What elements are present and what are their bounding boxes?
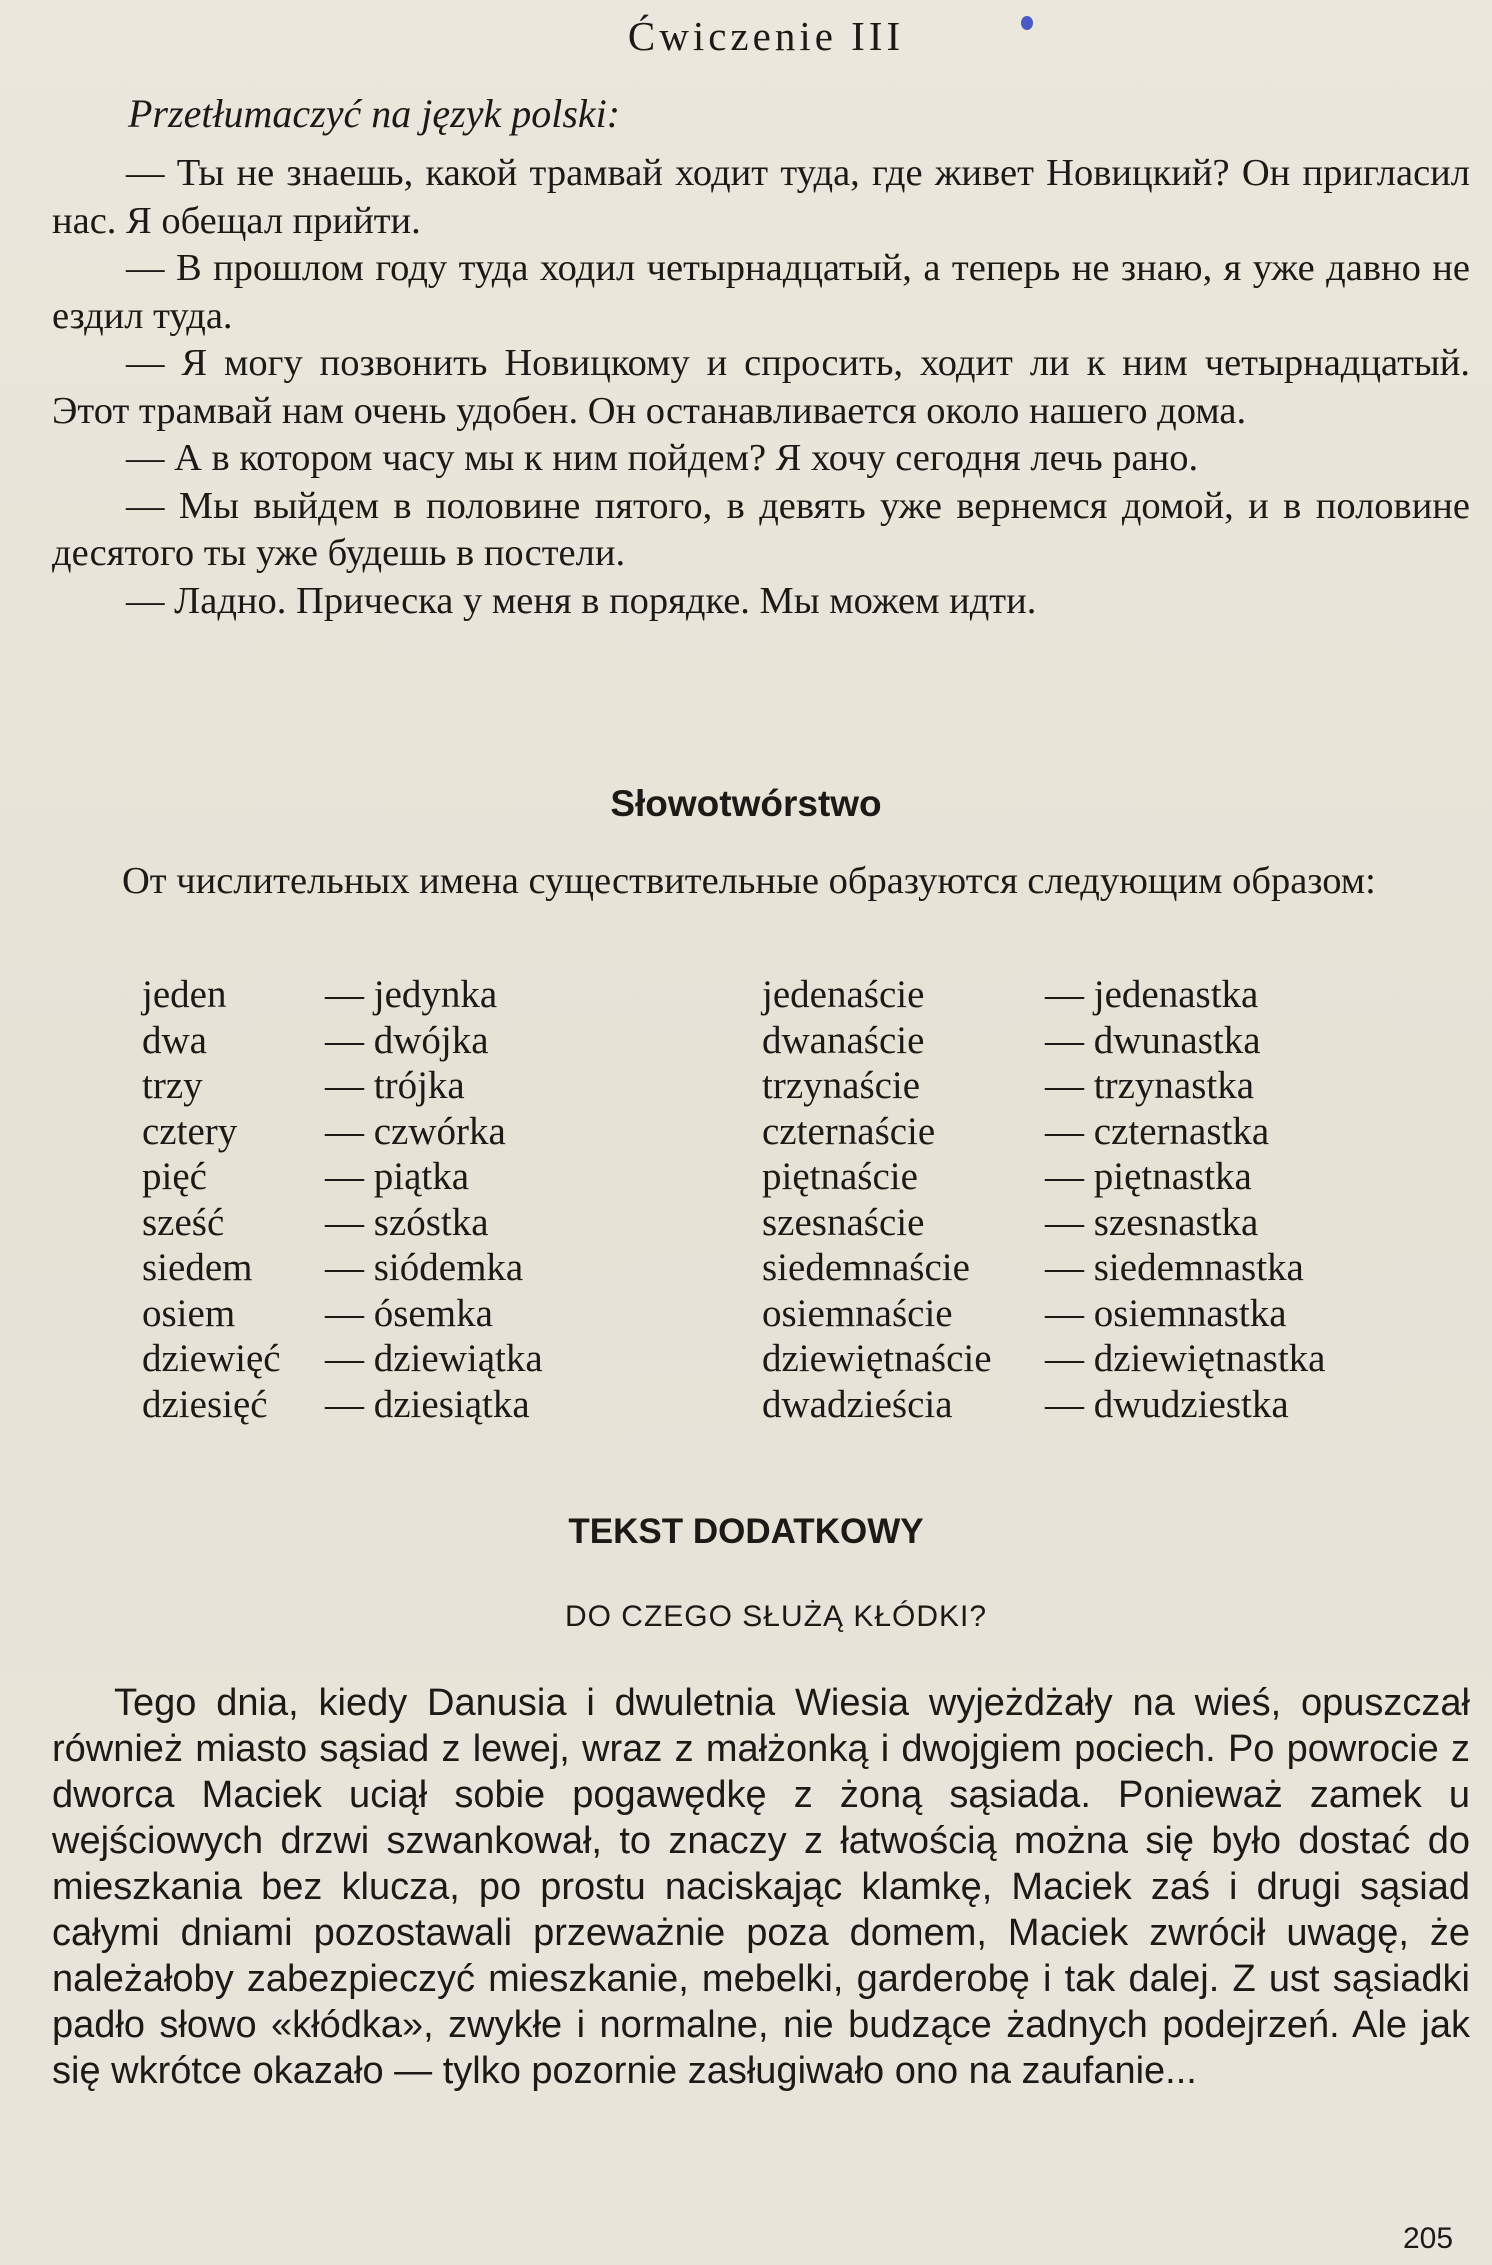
numeral-noun: — dwudziestka: [1045, 1382, 1289, 1426]
table-row: [142, 1154, 1442, 1200]
numeral-noun: — piętnastka: [1045, 1155, 1252, 1198]
numeral-noun: — piątka: [325, 1155, 470, 1198]
numeral: szesnaście: [762, 1200, 925, 1244]
numeral-noun: — dziewiętnastka: [1045, 1337, 1326, 1380]
table-row: [142, 1200, 1442, 1246]
numeral: czternaście: [762, 1109, 936, 1153]
numeral-noun: — siedemnastka: [1045, 1246, 1304, 1289]
numeral: dziewiętnaście: [762, 1337, 992, 1380]
table-row: [142, 1291, 1442, 1337]
numeral: pięć: [142, 1155, 207, 1198]
numeral-noun: — dziewiątka: [325, 1337, 543, 1380]
table-row: [142, 1245, 1442, 1291]
dialogue-line: — В прошлом году туда ходил четырнадцатый, а теперь не знаю, я уже давно не ездил туда.: [52, 247, 1470, 337]
numeral-noun: — trzynastka: [1045, 1064, 1255, 1107]
numeral: siedemnaście: [762, 1246, 970, 1289]
page-number: 205: [1403, 2222, 1454, 2255]
numeral-noun: — trójka: [325, 1064, 465, 1107]
exercise-instruction: Przetłumaczyć na język polski:: [128, 91, 621, 136]
dialogue-line: — А в котором часу мы к ним пойдем? Я хочу сегодня лечь рано.: [126, 437, 1199, 479]
dialogue-line: — Мы выйдем в половине пятого, в девять уже вернемся домой, и в половине десятого ты уже будешь в постели.: [52, 484, 1470, 574]
numeral: trzy: [142, 1064, 203, 1107]
table-row: [142, 1382, 1442, 1428]
numeral-noun: — dwójka: [325, 1018, 489, 1062]
exercise-heading: Ćwiczenie III: [627, 13, 905, 59]
numeral: jedenaście: [762, 973, 925, 1016]
table-row: [142, 1018, 1442, 1064]
numeral: dziewięć: [142, 1337, 281, 1380]
numeral: dwa: [142, 1018, 207, 1062]
numeral-noun: — szóstka: [325, 1200, 489, 1244]
numeral: dwadzieścia: [762, 1382, 953, 1426]
table-row: [142, 1109, 1442, 1155]
numeral-noun: — czwórka: [325, 1109, 506, 1153]
table-row: [142, 1063, 1442, 1109]
numeral: dwanaście: [762, 1018, 925, 1062]
table-row: [142, 1336, 1442, 1382]
numeral: cztery: [142, 1109, 238, 1153]
numeral-noun: — czternastka: [1045, 1109, 1270, 1153]
dialogue-line: — Ладно. Прическа у меня в порядке. Мы можем идти.: [126, 579, 1037, 622]
story-body: Tego dnia, kiedy Danusia i dwuletnia Wiesia wyjeżdżały na wieś, opuszczał również miasto sąsiad z lewej, wraz z małżonką i dwojgiem pociech. Po powrocie z dworca Maciek uciął sobie pogawędkę z żoną sąsiada. Ponieważ zamek u wejściowych drzwi szwankował, to znaczy z łatwością można się było dostać do mieszkania bez klucza, po prostu naciskając klamkę, Maciek zaś i drugi sąsiad całymi dniami pozostawali przeważnie poza domem, Maciek zwrócił uwagę, że należałoby zabezpieczyć mieszkanie, mebelki, garderobę i tak dalej. Z ust sąsiadki padło słowo «kłódka», zwykłe i normalne, nie budzące żadnych podejrzeń. Ale jak się wkrótce okazało — tylko pozornie zasługiwało ono na zaufanie...: [52, 1682, 1470, 2092]
numeral: trzynaście: [762, 1064, 921, 1107]
numeral: osiem: [142, 1291, 236, 1335]
dialogue-line: — Я могу позвонить Новицкому и спросить, ходит ли к ним четырнадцатый. Этот трамвай нам очень удобен. Он останавливается около нашего дома.: [52, 342, 1470, 432]
word-formation-title: Słowotwórstwo: [610, 783, 882, 824]
numeral-noun: — dwunastka: [1045, 1018, 1261, 1062]
word-formation-intro: От числительных имена существительные образуются следующим образом:: [122, 860, 1376, 902]
numeral: dziesięć: [142, 1382, 268, 1426]
story-title: DO CZEGO SŁUŻĄ KŁÓDKI?: [564, 1600, 988, 1633]
numeral: osiemnaście: [762, 1291, 953, 1335]
numeral-noun: — dziesiątka: [325, 1382, 530, 1426]
numeral-noun: — jedynka: [325, 973, 498, 1016]
dialogue-line: — Ты не знаешь, какой трамвай ходит туда, где живет Новицкий? Он пригласил нас. Я обещал прийти.: [52, 152, 1470, 242]
numeral: siedem: [142, 1246, 253, 1289]
numeral-noun: — siódemka: [325, 1246, 524, 1289]
numeral-table: [142, 972, 1442, 1427]
table-row: [142, 972, 1442, 1018]
numeral-noun: — osiemnastka: [1045, 1291, 1287, 1335]
numeral: sześć: [142, 1200, 225, 1244]
numeral-noun: — ósemka: [325, 1291, 493, 1335]
extra-text-title: TEKST DODATKOWY: [568, 1512, 924, 1551]
numeral: jeden: [142, 973, 227, 1016]
numeral-noun: — jedenastka: [1045, 973, 1259, 1016]
numeral: piętnaście: [762, 1155, 918, 1198]
numeral-noun: — szesnastka: [1045, 1200, 1259, 1244]
russian-dialogue: [52, 150, 1470, 625]
